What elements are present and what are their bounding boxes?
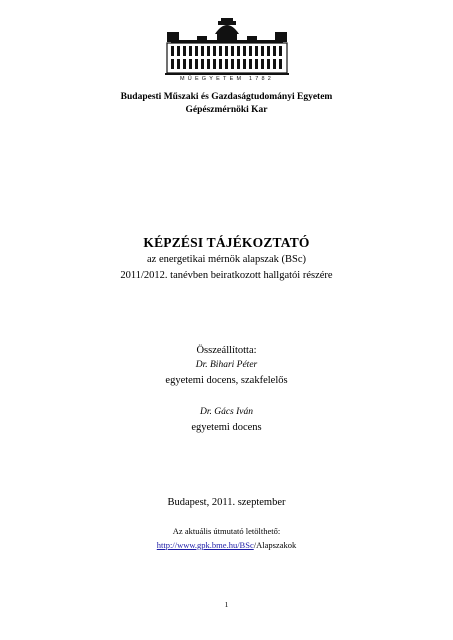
university-name: Budapesti Műszaki és Gazdaságtudományi Egyetem	[120, 92, 333, 102]
author-1-role: egyetemi docens, szakfelelős	[165, 375, 288, 386]
faculty-name: Gépészmérnöki Kar	[185, 105, 268, 115]
author-1-name: Dr. Bihari Péter	[195, 360, 258, 370]
guide-download-link[interactable]: http://www.gpk.bme.hu/BSc	[156, 540, 254, 550]
author-2-name: Dr. Gács Iván	[199, 407, 254, 417]
page-number: 1	[224, 600, 229, 609]
link-suffix: /Alapszakok	[253, 540, 297, 550]
author-2-role: egyetemi docens	[191, 422, 262, 433]
document-title: KÉPZÉSI TÁJÉKOZTATÓ	[143, 235, 310, 250]
place-and-date: Budapest, 2011. szeptember	[167, 497, 286, 508]
download-note: Az aktuális útmutató letölthető:	[172, 526, 281, 536]
compiled-by-label: Összeállította:	[196, 345, 257, 356]
logo-inscription: MŰEGYETEM 1782	[179, 76, 274, 82]
program-subtitle: az energetikai mérnök alapszak (BSc)	[147, 254, 306, 265]
year-subtitle: 2011/2012. tanévben beiratkozott hallgatói részére	[120, 270, 333, 281]
download-link-line	[0, 540, 453, 550]
